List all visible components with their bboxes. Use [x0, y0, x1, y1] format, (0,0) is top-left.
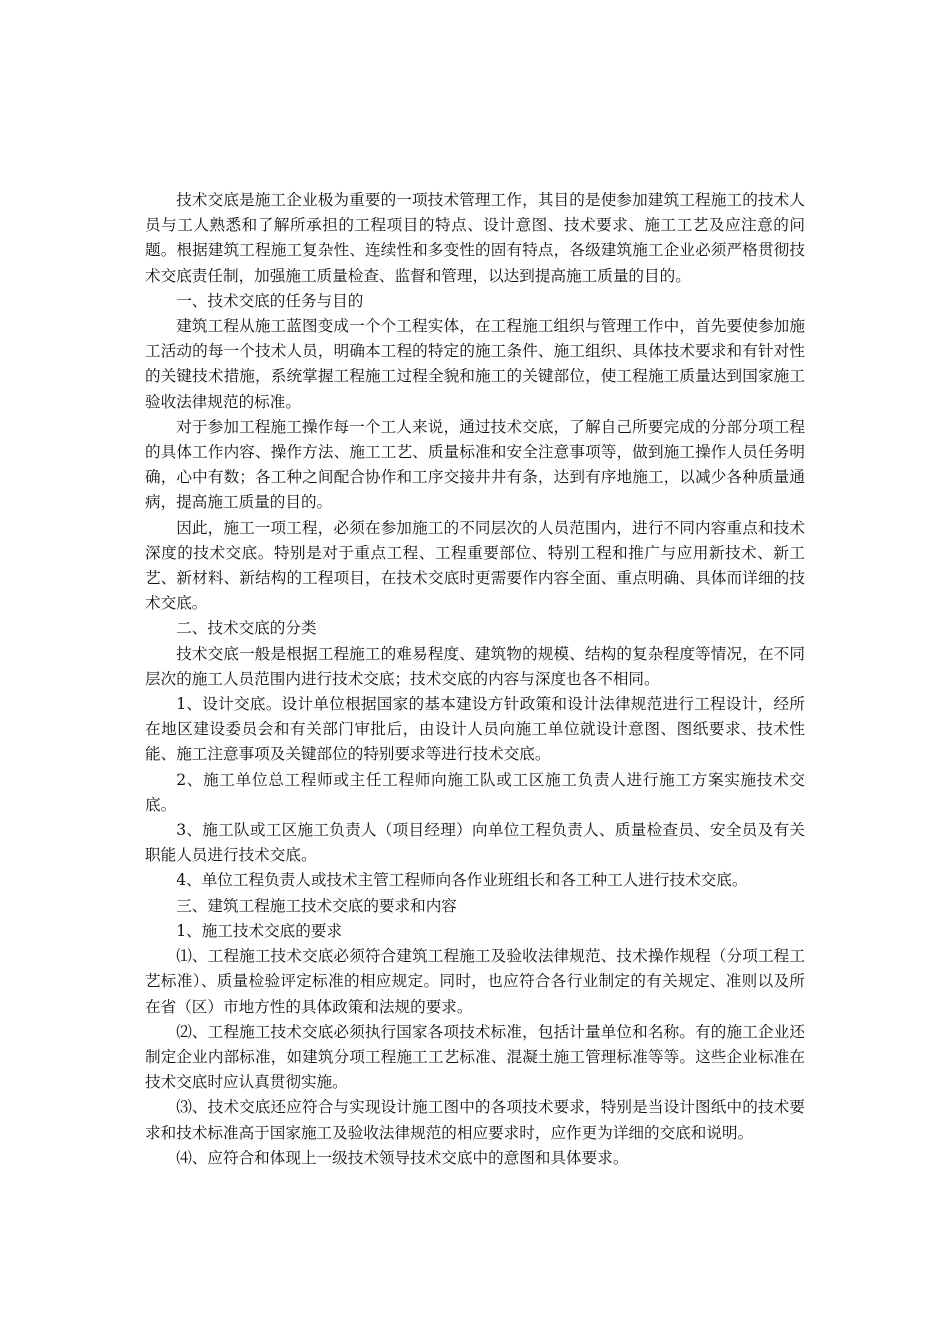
subsection-heading: 1、施工技术交底的要求 [176, 921, 343, 940]
list-item: ⑶、技术交底还应符合与实现设计施工图中的各项技术要求，特别是当设计图纸中的技术要求和技术标准高于国家施工及验收法律规范的相应要求时，应作更为详细的交底和说明。 [145, 1098, 805, 1142]
section-heading-3: 三、建筑工程施工技术交底的要求和内容 [176, 896, 457, 915]
list-item: 4、单位工程负责人或技术主管工程师向各作业班组长和各工种工人进行技术交底。 [176, 871, 748, 890]
section-heading-1: 一、技术交底的任务与目的 [176, 291, 364, 310]
paragraph: 因此，施工一项工程，必须在参加施工的不同层次的人员范围内，进行不同内容重点和技术深度的技术交底。特别是对于重点工程、工程重要部位、特别工程和推广与应用新技术、新工艺、新材料、新结构的工程项目，在技术交底时更需要作内容全面、重点明确、具体而详细的技术交底。 [145, 518, 805, 613]
paragraph: 建筑工程从施工蓝图变成一个个工程实体，在工程施工组织与管理工作中，首先要使参加施工活动的每一个技术人员，明确本工程的特定的施工条件、施工组织、具体技术要求和有针对性的关键技术措施，系统掌握工程施工过程全貌和施工的关键部位，使工程施工质量达到国家施工验收法律规范的标准。 [145, 317, 805, 411]
intro-paragraph: 技术交底是施工企业极为重要的一项技术管理工作，其目的是使参加建筑工程施工的技术人员与工人熟悉和了解所承担的工程项目的特点、设计意图、技术要求、施工工艺及应注意的问题。根据建筑工程施工复杂性、连续性和多变性的固有特点，各级建筑施工企业必须严格贯彻技术交底责任制，加强施工质量检查、监督和管理，以达到提高施工质量的目的。 [145, 191, 805, 285]
list-item: 1、设计交底。设计单位根据国家的基本建设方针政策和设计法律规范进行工程设计，经所在地区建设委员会和有关部门审批后，由设计人员向施工单位就设计意图、图纸要求、技术性能、施工注意事项及关键部位的特别要求等进行技术交底。 [145, 695, 805, 764]
list-item: ⑴、工程施工技术交底必须符合建筑工程施工及验收法律规范、技术操作规程（分项工程工艺标准）、质量检验评定标准的相应规定。同时，也应符合各行业制定的有关规定、准则以及所在省（区）市地方性的具体政策和法规的要求。 [145, 947, 805, 1016]
list-item: ⑷、应符合和体现上一级技术领导技术交底中的意图和具体要求。 [176, 1148, 629, 1167]
list-item: 2、施工单位总工程师或主任工程师向施工队或工区施工负责人进行施工方案实施技术交底。 [145, 770, 805, 814]
paragraph: 技术交底一般是根据工程施工的难易程度、建筑物的规模、结构的复杂程度等情况，在不同层次的施工人员范围内进行技术交底；技术交底的内容与深度也各不相同。 [145, 644, 805, 688]
list-item: ⑵、工程施工技术交底必须执行国家各项技术标准，包括计量单位和名称。有的施工企业还制定企业内部标准，如建筑分项工程施工工艺标准、混凝土施工管理标准等等。这些企业标准在技术交底时应认真贯彻实施。 [145, 1022, 805, 1092]
document-body [145, 188, 805, 1171]
section-heading-2: 二、技术交底的分类 [176, 619, 317, 638]
list-item: 3、施工队或工区施工负责人（项目经理）向单位工程负责人、质量检查员、安全员及有关职能人员进行技术交底。 [145, 821, 805, 865]
paragraph: 对于参加工程施工操作每一个工人来说，通过技术交底，了解自己所要完成的分部分项工程的具体工作内容、操作方法、施工工艺、质量标准和安全注意事项等，做到施工操作人员任务明确，心中有数；各工种之间配合协作和工序交接井井有条，达到有序地施工，以减少各种质量通病，提高施工质量的目的。 [145, 417, 805, 512]
